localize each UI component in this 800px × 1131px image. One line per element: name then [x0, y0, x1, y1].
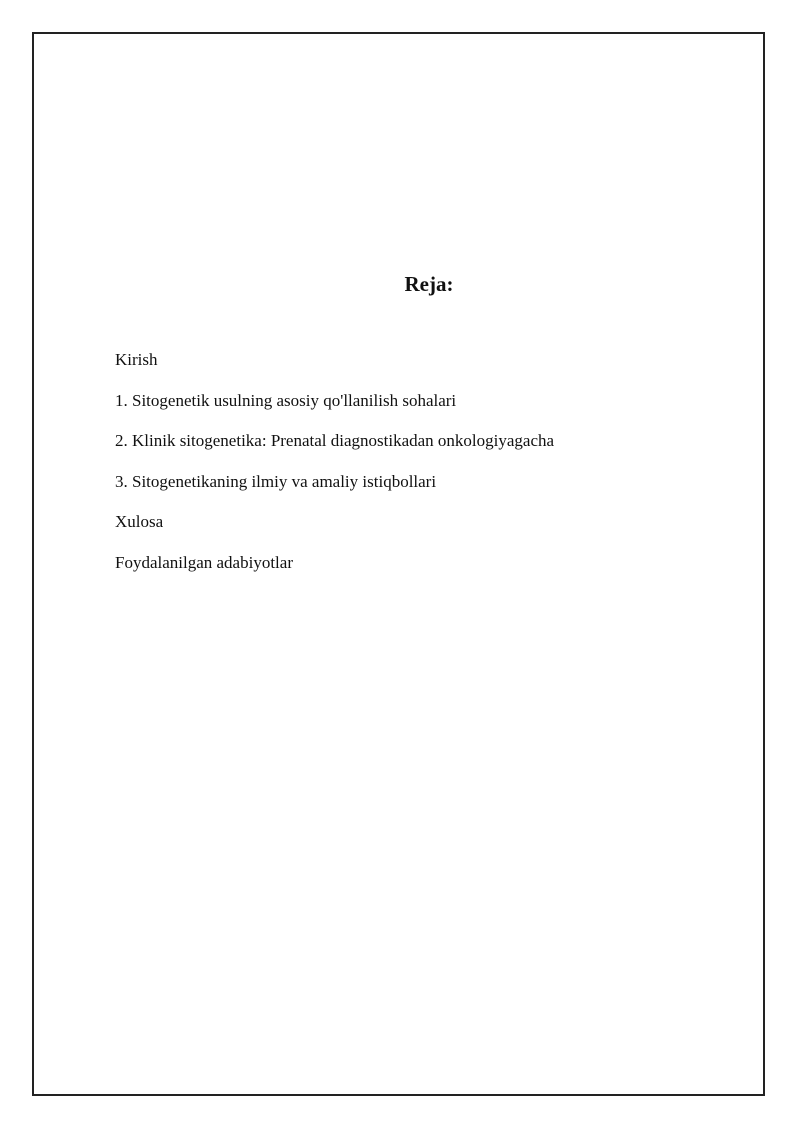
plan-item-section-3: 3. Sitogenetikaning ilmiy va amaliy istiqbollari: [115, 471, 437, 491]
plan-item-conclusion: Xulosa: [115, 512, 164, 531]
plan-list: [115, 350, 554, 593]
plan-item-references: Foydalanilgan adabiyotlar: [115, 552, 293, 572]
plan-item-introduction: Kirish: [115, 350, 158, 369]
plan-item-section-2: 2. Klinik sitogenetika: Prenatal diagnostikadan onkologiyagacha: [115, 431, 555, 450]
page-title: Reja:: [404, 272, 454, 296]
plan-item-section-1: 1. Sitogenetik usulning asosiy qo'llanilish sohalari: [115, 390, 457, 410]
